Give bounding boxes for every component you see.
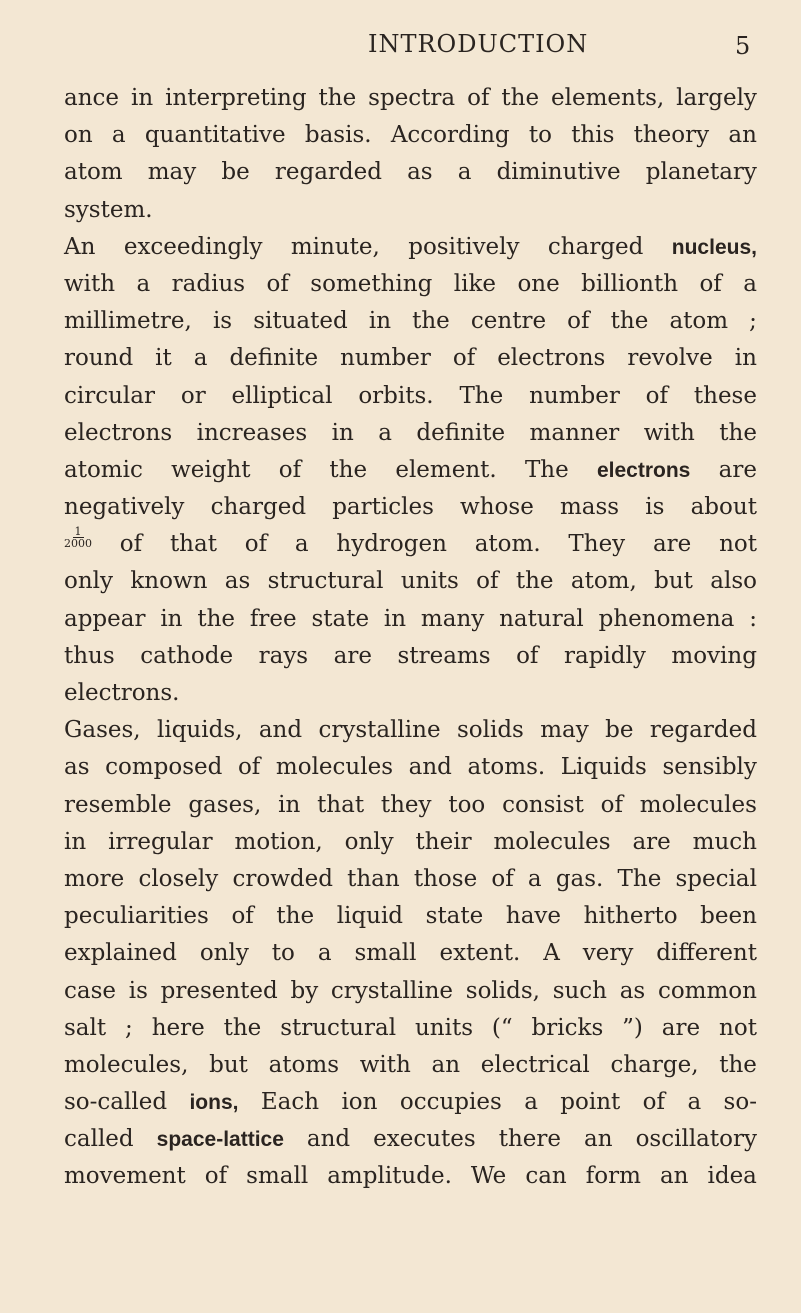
- word: not: [719, 531, 757, 558]
- fraction: [64, 526, 92, 563]
- word: form: [585, 1163, 641, 1190]
- word: in: [160, 605, 183, 632]
- word: like: [453, 270, 497, 297]
- word: of: [645, 382, 669, 409]
- text-line: [64, 749, 757, 786]
- word: molecules: [493, 828, 611, 855]
- word: in: [331, 419, 354, 446]
- word: in: [383, 605, 407, 632]
- word: are: [652, 531, 692, 558]
- word: of: [204, 1163, 228, 1190]
- word: sensibly: [662, 754, 757, 781]
- word: atom: [669, 308, 729, 335]
- word: irregular: [108, 828, 213, 855]
- word: gases,: [188, 791, 262, 818]
- word: be: [221, 159, 250, 186]
- word: mass: [559, 494, 620, 521]
- word: interpreting: [165, 85, 307, 111]
- word: electrical: [480, 1051, 590, 1078]
- word: The: [617, 865, 662, 892]
- word: that: [317, 791, 365, 818]
- word: known: [130, 568, 208, 595]
- word: salt: [64, 1014, 107, 1041]
- text-line: [64, 340, 757, 377]
- word: :: [749, 605, 757, 632]
- word: a: [457, 159, 472, 186]
- word: too: [448, 791, 486, 818]
- word: called: [64, 1126, 134, 1153]
- word: billionth: [581, 270, 679, 297]
- word: round: [64, 345, 134, 372]
- word: but: [654, 568, 693, 595]
- word: liquid: [336, 903, 404, 930]
- word: a: [193, 345, 208, 372]
- word: the: [197, 605, 236, 632]
- word: rays: [258, 642, 309, 669]
- word: and: [408, 754, 452, 781]
- word: are: [718, 456, 757, 483]
- text-line: [64, 117, 757, 154]
- word: molecules: [275, 754, 394, 781]
- word: state: [311, 605, 370, 632]
- word: with: [359, 1051, 411, 1078]
- word: only: [64, 568, 114, 595]
- word: of: [237, 754, 261, 781]
- word: atom.: [474, 531, 541, 558]
- word: millimetre,: [64, 308, 192, 335]
- text-line: [64, 1010, 757, 1047]
- word: negatively: [64, 494, 185, 521]
- word: those: [413, 865, 478, 892]
- word: as: [407, 159, 433, 186]
- word: many: [420, 605, 485, 632]
- word: of: [491, 865, 514, 892]
- text-line: [64, 712, 757, 749]
- word: regarded: [274, 159, 382, 186]
- word: radius: [171, 270, 246, 297]
- word: ;: [749, 308, 757, 335]
- fraction-numerator: 1: [74, 525, 82, 539]
- word: centre: [470, 308, 547, 335]
- text-line: [64, 675, 757, 712]
- text-line: [64, 824, 757, 861]
- word: and: [306, 1126, 351, 1153]
- word: They: [568, 531, 626, 558]
- word: closely: [138, 865, 219, 892]
- word: with: [64, 270, 116, 297]
- word: An: [64, 233, 96, 260]
- word: appear: [64, 605, 146, 632]
- word: cathode: [140, 642, 234, 669]
- word: units: [414, 1014, 473, 1041]
- word: hitherto: [583, 903, 678, 930]
- word: the: [223, 1014, 262, 1041]
- word: solids: [456, 717, 524, 744]
- bold-term: space-lattice: [156, 1128, 284, 1152]
- word: than: [347, 865, 400, 892]
- word: ion: [341, 1089, 378, 1116]
- word: molecules,: [64, 1051, 189, 1078]
- word: as: [64, 754, 90, 781]
- text-line: [64, 861, 757, 898]
- word: The: [459, 382, 504, 409]
- word: whose: [460, 494, 534, 521]
- word: the: [719, 1051, 757, 1078]
- word: ance: [64, 85, 120, 111]
- word: exceedingly: [123, 233, 263, 260]
- word: atoms: [268, 1051, 340, 1078]
- word: bricks: [531, 1014, 604, 1041]
- word: atomic: [64, 456, 143, 483]
- word: of: [476, 568, 499, 595]
- text-line: [64, 638, 757, 675]
- text-line: [64, 1084, 757, 1121]
- word: definite: [416, 419, 506, 446]
- text-line: [64, 526, 757, 563]
- word: streams: [397, 642, 491, 669]
- word: regarded: [649, 717, 757, 744]
- word: point: [560, 1089, 621, 1116]
- word: case: [64, 977, 117, 1004]
- word: oscillatory: [635, 1126, 757, 1153]
- word: of: [231, 903, 254, 930]
- word: extent.: [439, 940, 521, 967]
- word: with: [643, 419, 695, 446]
- fraction-denominator: 2000: [64, 537, 92, 551]
- word: also: [710, 568, 757, 595]
- word: of: [278, 456, 302, 483]
- word: crowded: [232, 865, 333, 892]
- word: by: [290, 977, 319, 1004]
- word: that: [169, 531, 217, 558]
- word: charged: [210, 494, 307, 521]
- word: definite: [229, 345, 319, 372]
- text-line: [64, 489, 757, 526]
- word: Liquids: [560, 754, 647, 781]
- word: an: [728, 122, 757, 149]
- word: hydrogen: [336, 531, 447, 558]
- word: as: [619, 977, 646, 1004]
- word: they: [380, 791, 432, 818]
- text-line: [64, 1158, 757, 1195]
- text-line: [64, 601, 757, 638]
- text-line: [64, 787, 757, 824]
- word: to: [528, 122, 552, 149]
- word: or: [180, 382, 206, 409]
- text-line: [64, 563, 757, 600]
- word: a: [524, 1089, 538, 1116]
- word: a: [527, 865, 542, 892]
- word: the: [276, 903, 315, 930]
- word: number: [340, 345, 431, 372]
- word: orbits.: [358, 382, 434, 409]
- word: situated: [253, 308, 348, 335]
- word: of: [244, 531, 268, 558]
- word: the: [610, 308, 649, 335]
- word: is: [128, 977, 148, 1004]
- word: an: [431, 1051, 461, 1078]
- word: of: [467, 85, 490, 111]
- word: can: [525, 1163, 567, 1190]
- word: executes: [373, 1126, 476, 1153]
- word: atom: [64, 159, 123, 186]
- word: an: [584, 1126, 613, 1153]
- word: movement: [64, 1163, 186, 1190]
- word: of: [600, 791, 623, 818]
- page-number: 5: [735, 32, 751, 60]
- word: have: [505, 903, 562, 930]
- word: are: [661, 1014, 701, 1041]
- word: a: [743, 270, 757, 297]
- text-line: [64, 154, 757, 191]
- word: atoms.: [467, 754, 546, 781]
- word: consist: [502, 791, 584, 818]
- text-line: [64, 192, 757, 229]
- word: structural: [280, 1014, 397, 1041]
- text-line: [64, 378, 757, 415]
- bold-term: ions,: [189, 1091, 239, 1115]
- word: element.: [395, 456, 497, 483]
- word: occupies: [399, 1089, 502, 1116]
- word: composed: [105, 754, 223, 781]
- word: are: [632, 828, 671, 855]
- word: this: [571, 122, 615, 149]
- word: so-: [723, 1089, 757, 1116]
- word: quantitative: [144, 122, 286, 149]
- word: here: [151, 1014, 205, 1041]
- word: amplitude.: [327, 1163, 452, 1190]
- word: structural: [267, 568, 384, 595]
- bold-term: nucleus,: [671, 235, 757, 259]
- word: is: [212, 308, 233, 335]
- word: something: [310, 270, 433, 297]
- word: may: [147, 159, 197, 186]
- word: different: [656, 940, 757, 967]
- text-line: [64, 229, 757, 266]
- word: is: [645, 494, 665, 521]
- word: more: [64, 865, 125, 892]
- text-line: [64, 898, 757, 935]
- word: elements,: [551, 85, 665, 111]
- word: these: [693, 382, 757, 409]
- word: Gases,: [64, 717, 141, 744]
- word: weight: [171, 456, 251, 483]
- word: spectra: [368, 85, 456, 111]
- word: presented: [160, 977, 278, 1004]
- word: on: [64, 122, 93, 149]
- word: the: [412, 308, 450, 335]
- word: crystalline: [330, 977, 454, 1004]
- word: charged: [547, 233, 644, 260]
- word: ”): [622, 1014, 643, 1041]
- body-text: [64, 80, 757, 1196]
- word: special: [675, 865, 757, 892]
- word: idea: [707, 1163, 757, 1190]
- word: a: [294, 531, 309, 558]
- word: explained: [64, 940, 177, 967]
- word: elliptical: [231, 382, 333, 409]
- word: thus: [64, 642, 115, 669]
- word: about: [690, 494, 757, 521]
- text-line: [64, 973, 757, 1010]
- word: motion,: [234, 828, 323, 855]
- word: electrons: [64, 419, 173, 446]
- word: (“: [491, 1014, 513, 1041]
- word: the: [515, 568, 554, 595]
- word: manner: [529, 419, 620, 446]
- word: rapidly: [564, 642, 646, 669]
- word: of: [642, 1089, 666, 1116]
- word: as: [224, 568, 251, 595]
- word: but: [209, 1051, 248, 1078]
- word: According: [390, 122, 510, 149]
- word: largely: [676, 85, 757, 111]
- word: be: [605, 717, 634, 744]
- word: theory: [633, 122, 710, 149]
- word: gas.: [555, 865, 604, 892]
- word: a: [378, 419, 392, 446]
- word: been: [700, 903, 757, 930]
- word: charge,: [610, 1051, 699, 1078]
- word: a: [687, 1089, 702, 1116]
- word: number: [529, 382, 620, 409]
- word: solids,: [465, 977, 540, 1004]
- text-line: [64, 266, 757, 303]
- word: small: [354, 940, 417, 967]
- word: free: [249, 605, 297, 632]
- word: of: [567, 308, 590, 335]
- word: their: [415, 828, 472, 855]
- word: crystalline: [318, 717, 441, 744]
- word: one: [517, 270, 560, 297]
- word: it: [155, 345, 172, 372]
- word: a: [136, 270, 151, 297]
- word: A: [543, 940, 560, 967]
- text-line: [64, 303, 757, 340]
- bold-term: electrons: [596, 458, 691, 482]
- word: small: [246, 1163, 309, 1190]
- text-line: [64, 452, 757, 489]
- text-line: [64, 80, 757, 117]
- text-line: [64, 1047, 757, 1084]
- word: of: [516, 642, 539, 669]
- word: atom,: [570, 568, 637, 595]
- word: much: [692, 828, 757, 855]
- word: in: [278, 791, 301, 818]
- word: moving: [671, 642, 757, 669]
- word: state: [425, 903, 484, 930]
- word: Each: [260, 1089, 320, 1116]
- word: ;: [125, 1014, 133, 1041]
- word: natural: [499, 605, 584, 632]
- word: in: [64, 828, 87, 855]
- word: an: [659, 1163, 689, 1190]
- word: common: [657, 977, 757, 1004]
- word: very: [582, 940, 634, 967]
- word: only: [199, 940, 249, 967]
- word: may: [540, 717, 589, 744]
- word: in: [734, 345, 757, 372]
- word: a: [317, 940, 332, 967]
- word: the: [329, 456, 368, 483]
- word: system.: [64, 196, 160, 223]
- text-line: [64, 935, 757, 972]
- word: resemble: [64, 791, 172, 818]
- word: circular: [64, 382, 155, 409]
- word: basis.: [304, 122, 372, 149]
- word: liquids,: [157, 717, 243, 744]
- word: such: [552, 977, 607, 1004]
- word: the: [719, 419, 757, 446]
- word: in: [130, 85, 154, 111]
- word: and: [258, 717, 303, 744]
- word: units: [400, 568, 459, 595]
- word: revolve: [627, 345, 713, 372]
- word: peculiarities: [64, 903, 209, 930]
- word: The: [524, 456, 569, 483]
- word: We: [470, 1163, 507, 1190]
- word: particles: [332, 494, 434, 521]
- word: of: [266, 270, 289, 297]
- word: molecules: [639, 791, 757, 818]
- word: of: [452, 345, 476, 372]
- word: in: [368, 308, 392, 335]
- word: only: [344, 828, 394, 855]
- word: minute,: [290, 233, 380, 260]
- word: a: [111, 122, 126, 149]
- word: planetary: [645, 159, 757, 186]
- word: are: [333, 642, 372, 669]
- word: not: [719, 1014, 757, 1041]
- word: phenomena: [598, 605, 735, 632]
- word: to: [271, 940, 295, 967]
- text-line: [64, 415, 757, 452]
- word: so-called: [64, 1089, 168, 1116]
- word: positively: [408, 233, 520, 260]
- word: of: [119, 531, 143, 558]
- word: the: [501, 85, 540, 111]
- word: diminutive: [496, 159, 621, 186]
- word: electrons: [497, 345, 606, 372]
- word: there: [498, 1126, 562, 1153]
- word: of: [699, 270, 722, 297]
- running-header: INTRODUCTION: [368, 30, 589, 58]
- word: electrons.: [64, 680, 187, 706]
- word: increases: [196, 419, 308, 446]
- text-line: [64, 1121, 757, 1158]
- word: the: [318, 85, 357, 111]
